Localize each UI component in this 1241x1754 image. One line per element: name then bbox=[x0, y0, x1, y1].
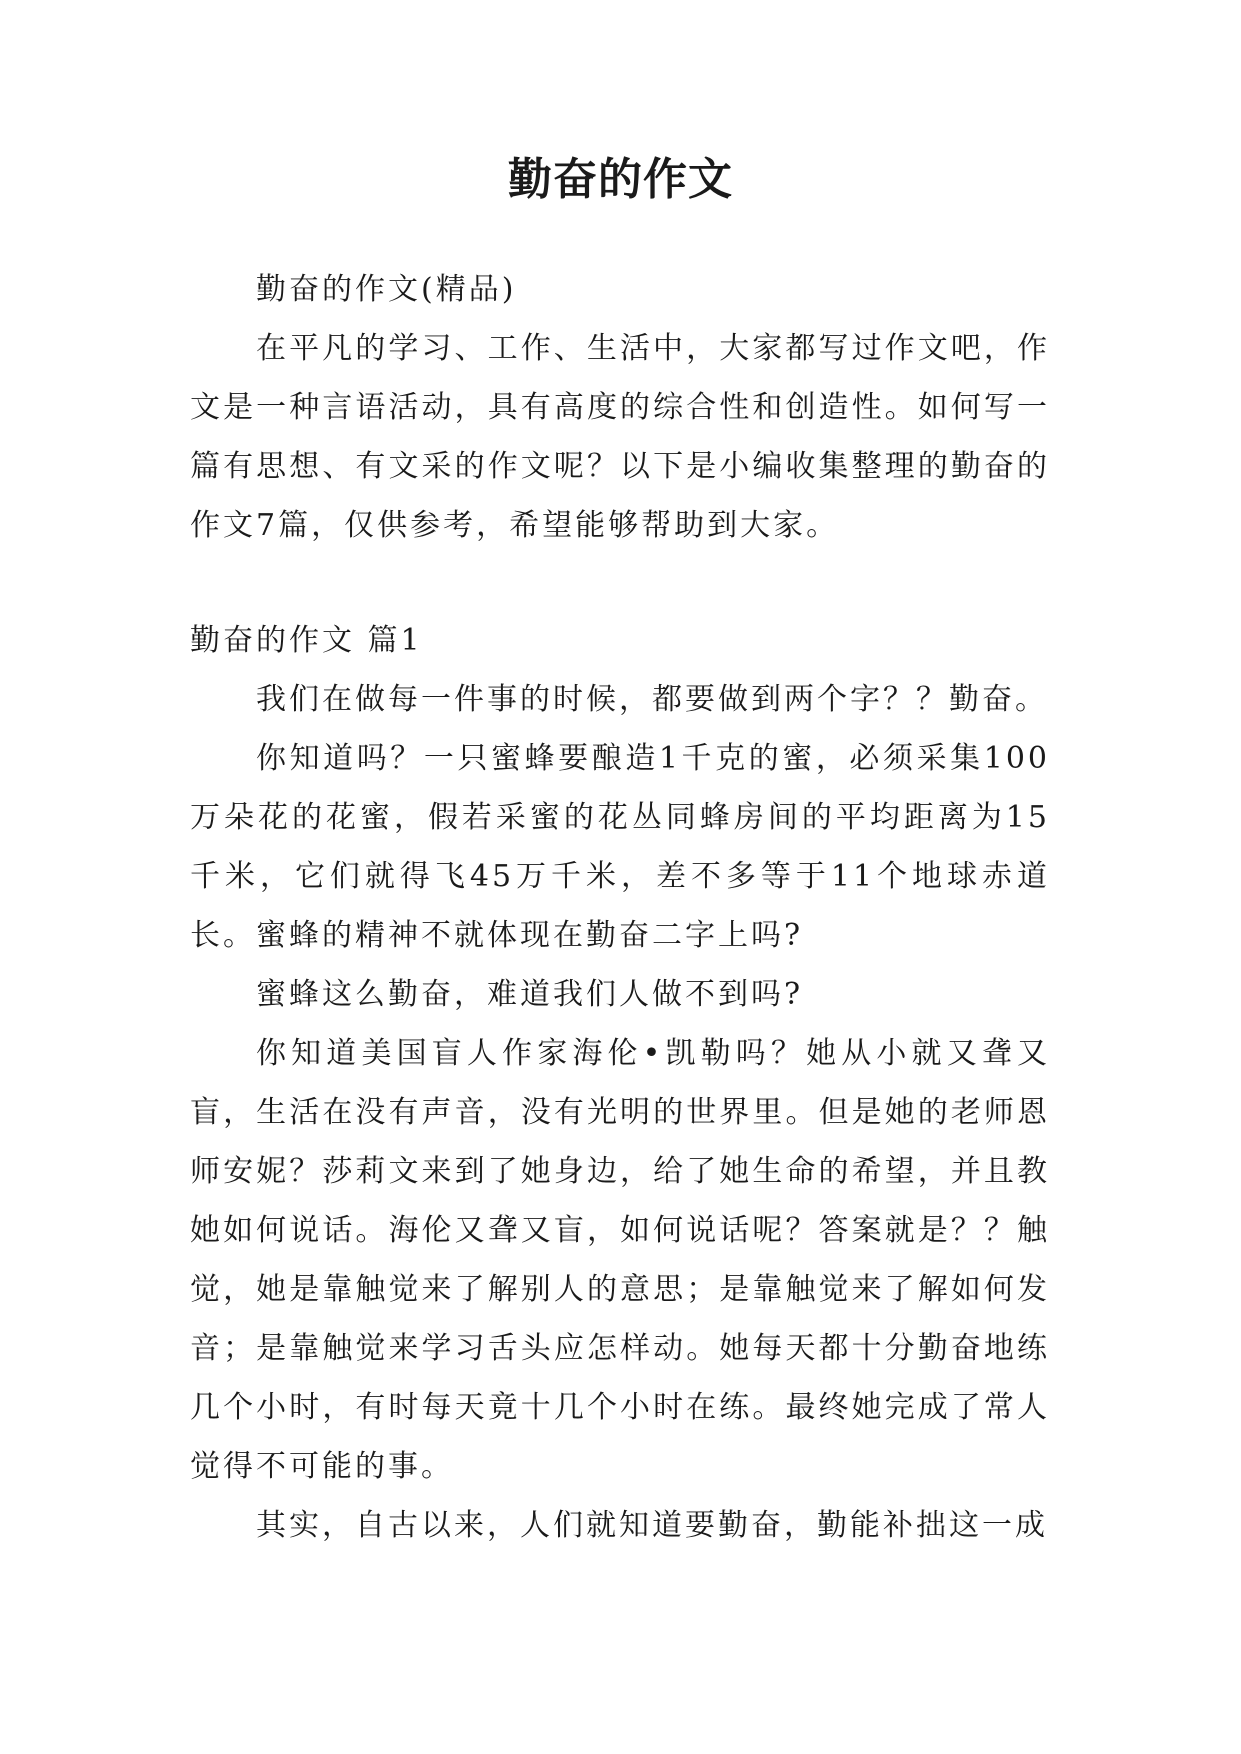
body-paragraph: 我们在做每一件事的时候，都要做到两个字？？勤奋。 bbox=[256, 682, 1048, 717]
document-subtitle: 勤奋的作文(精品) bbox=[256, 272, 517, 307]
intro-paragraph: 在平凡的学习、工作、生活中，大家都写过作文吧，作文是一种言语活动，具有高度的综合性和创造性。如何写一篇有思想、有文采的作文呢？以下是小编收集整理的勤奋的作文7篇，仅供参考，希望能够帮助到大家。 bbox=[190, 331, 1050, 543]
body-paragraph: 其实，自古以来，人们就知道要勤奋，勤能补拙这一成 bbox=[256, 1508, 1048, 1543]
body-paragraph: 蜜蜂这么勤奋，难道我们人做不到吗? bbox=[256, 977, 804, 1012]
section-heading: 勤奋的作文 篇1 bbox=[190, 623, 423, 658]
body-paragraph: 你知道吗？一只蜜蜂要酿造1千克的蜜，必须采集100万朵花的花蜜，假若采蜜的花丛同蜂房间的平均距离为15千米，它们就得飞45万千米，差不多等于11个地球赤道长。蜜蜂的精神不就体现在勤奋二字上吗? bbox=[190, 741, 1050, 953]
document-body bbox=[190, 260, 1050, 1555]
document-title: 勤奋的作文 bbox=[508, 154, 733, 205]
body-paragraph: 你知道美国盲人作家海伦•凯勒吗？她从小就又聋又盲，生活在没有声音，没有光明的世界里。但是她的老师恩师安妮？莎莉文来到了她身边，给了她生命的希望，并且教她如何说话。海伦又聋又盲，如何说话呢？答案就是？？触觉，她是靠触觉来了解别人的意思；是靠触觉来了解如何发音；是靠触觉来学习舌头应怎样动。她每天都十分勤奋地练几个小时，有时每天竟十几个小时在练。最终她完成了常人觉得不可能的事。 bbox=[190, 1036, 1050, 1484]
